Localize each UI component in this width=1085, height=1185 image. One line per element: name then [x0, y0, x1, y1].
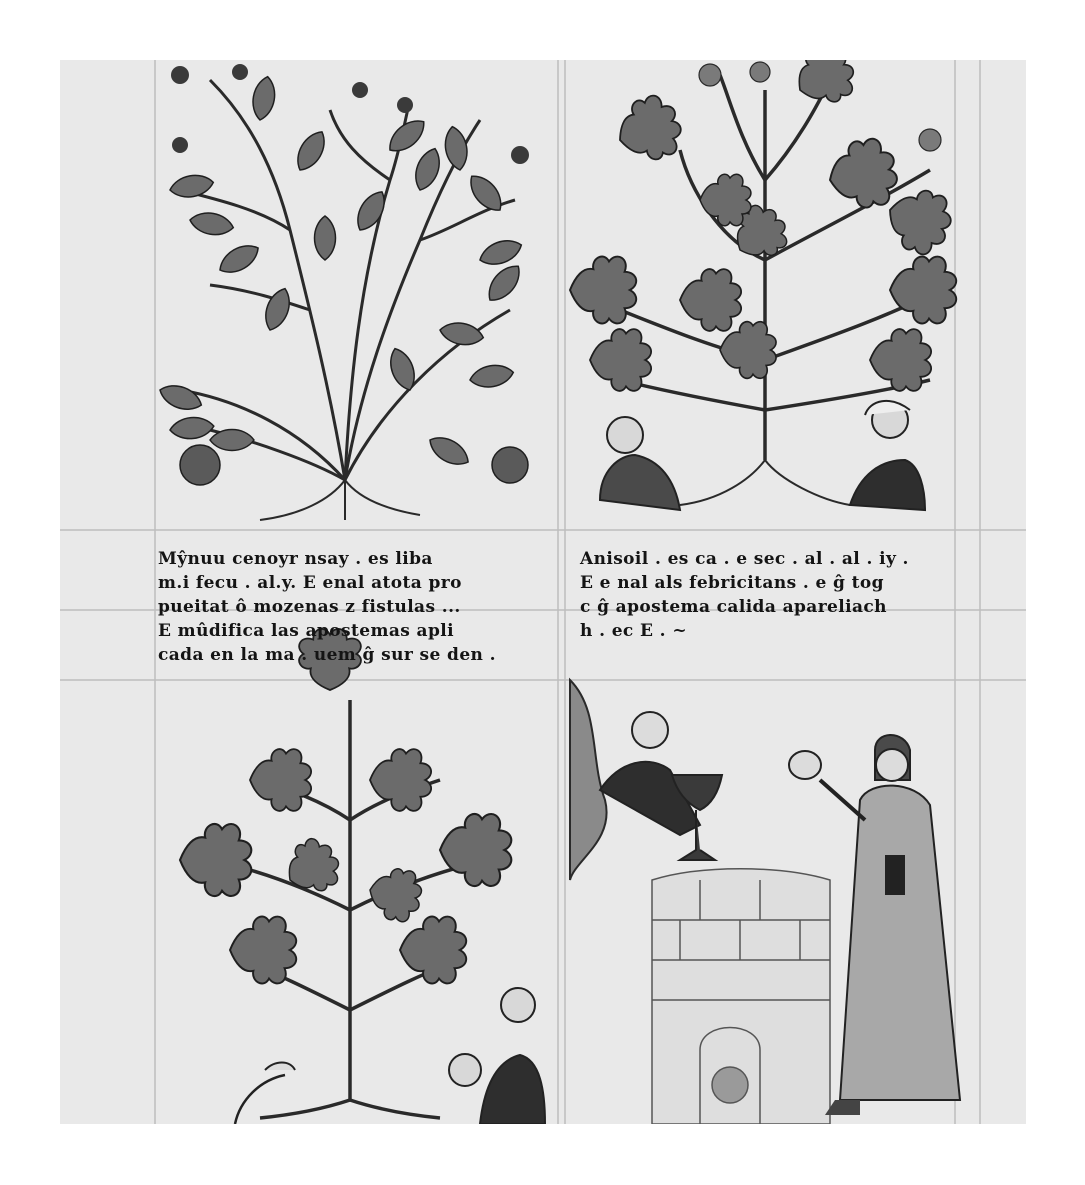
- figure-left-top: [600, 417, 680, 510]
- text-line: E e nal als febricitans . e ĝ tog: [580, 573, 884, 593]
- text-block-left: [158, 547, 496, 667]
- text-line: m.i fecu . al.y. E enal atota pro: [158, 573, 462, 593]
- text-line: E mûdifica las apostemas apli: [158, 621, 454, 641]
- plant-top-right: [570, 60, 958, 510]
- figure-with-cup: [600, 712, 722, 860]
- plant-top-left: [156, 64, 529, 520]
- figure-right-top: [850, 401, 925, 510]
- text-line: Anisoil . es ca . e sec . al . al . iy .: [580, 549, 909, 569]
- text-line: c ĝ apostema calida apareliach: [580, 597, 887, 617]
- text-line: pueitat ô mozenas z fistulas ...: [158, 597, 461, 617]
- text-line: Mŷnuu cenoyr nsay . es liba: [158, 549, 433, 569]
- figure-bottom-right-plant: [449, 988, 545, 1124]
- text-block-right: [580, 547, 909, 643]
- scene-bottom-right: [570, 680, 960, 1124]
- text-line: cada en la ma . uem ĝ sur se den .: [158, 645, 496, 665]
- manuscript-page: [60, 60, 1026, 1124]
- plant-bottom-left: [180, 629, 545, 1124]
- text-line: h . ec E . ~: [580, 621, 687, 641]
- oven: [652, 869, 830, 1124]
